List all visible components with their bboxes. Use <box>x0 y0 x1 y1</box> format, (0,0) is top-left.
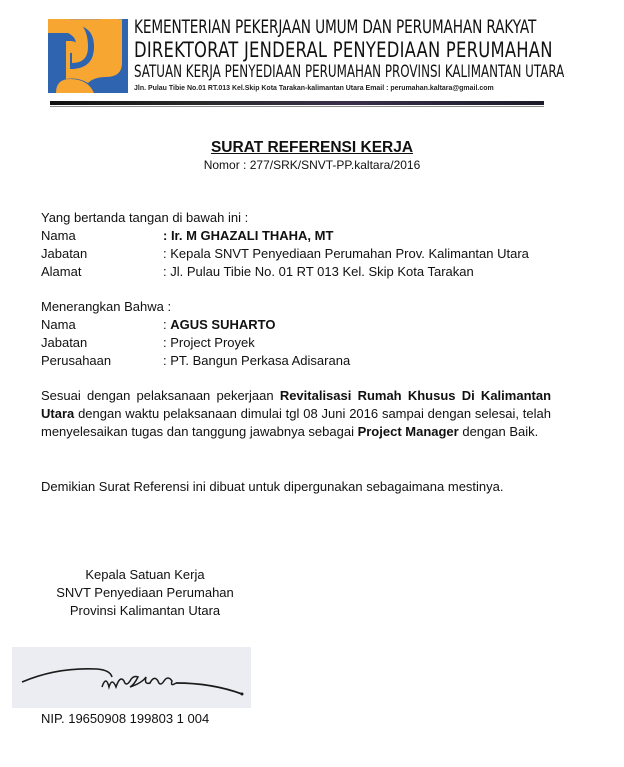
subject-position-value: : Project Proyek <box>163 335 255 350</box>
subject-name-label: Nama <box>41 317 76 332</box>
work-unit-name: SATUAN KERJA PENYEDIAAN PERUMAHAN PROVINSI KALIMANTAN UTARA <box>134 62 565 82</box>
document-title: SURAT REFERENSI KERJA <box>210 139 414 156</box>
letterhead-address: Jln. Pulau Tibie No.01 RT.013 Kel.Skip Kota Tarakan-kalimantan Utara Email : perumahan.kaltara@gmail.com <box>134 83 494 92</box>
subject-name-colon: : <box>163 317 171 332</box>
signer-position-value: : Kepala SNVT Penyediaan Perumahan Prov. Kalimantan Utara <box>163 246 529 261</box>
closing-paragraph: Demikian Surat Referensi ini dibuat untuk dipergunakan sebagaimana mestinya. <box>41 479 504 494</box>
signature-title-line1: Kepala Satuan Kerja <box>85 567 205 582</box>
signer-name-value: : Ir. M GHAZALI THAHA, MT <box>163 228 334 243</box>
body-text: dengan waktu pelaksanaan dimulai tgl 08 Juni 2016 sampai dengan selesai, telah menyelesaikan tugas dan tanggung jawabnya sebagai <box>41 406 551 439</box>
signature-title-line2: SNVT Penyediaan Perumahan <box>56 585 234 600</box>
directorate-name: DIREKTORAT JENDERAL PENYEDIAAN PERUMAHAN <box>134 38 553 62</box>
body-text: dengan Baik. <box>458 424 539 439</box>
subject-name-value: AGUS SUHARTO <box>170 317 276 332</box>
signature-title <box>40 566 250 620</box>
project-name: Revitalisasi Rumah Khusus Di Kalimantan Utara <box>41 388 552 421</box>
letterhead-divider-thin <box>50 106 544 107</box>
subject-company-value: : PT. Bangun Perkasa Adisarana <box>163 353 351 368</box>
signer-position-label: Jabatan <box>41 246 88 261</box>
subject-intro: Menerangkan Bahwa : <box>41 299 172 314</box>
signer-intro: Yang bertanda tangan di bawah ini : <box>41 210 249 225</box>
subject-company-label: Perusahaan <box>41 353 112 368</box>
ministry-logo <box>48 19 128 93</box>
subject-position-label: Jabatan <box>41 335 88 350</box>
letterhead-divider <box>50 101 544 105</box>
signer-address-label: Alamat <box>41 264 82 279</box>
signature-title-line3: Provinsi Kalimantan Utara <box>69 603 221 618</box>
document-number: Nomor : 277/SRK/SNVT-PP.kaltara/2016 <box>203 158 421 172</box>
role-name: Project Manager <box>357 424 459 439</box>
ministry-name: KEMENTERIAN PEKERJAAN UMUM DAN PERUMAHAN RAKYAT <box>134 16 537 38</box>
subject-name-field <box>163 316 275 334</box>
nip-number: NIP. 19650908 199803 1 004 <box>41 711 210 726</box>
signer-name-label: Nama <box>41 228 76 243</box>
signer-address-value: : Jl. Pulau Tibie No. 01 RT 013 Kel. Skip Kota Tarakan <box>163 264 474 279</box>
handwritten-signature <box>12 647 251 708</box>
body-text: Sesuai dengan pelaksanaan pekerjaan <box>41 388 280 403</box>
body-paragraph <box>41 387 551 441</box>
